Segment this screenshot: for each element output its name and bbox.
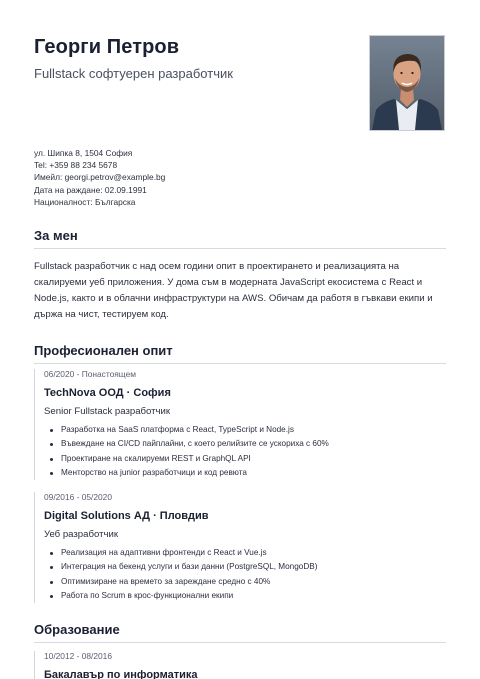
contact-address: ул. Шипка 8, 1504 София bbox=[34, 148, 133, 158]
job-task-text: Разработка на SaaS платформа с React, TypeScript и Node.js bbox=[61, 425, 294, 434]
profile-photo bbox=[369, 35, 445, 131]
contact-nationality: Националност: Българска bbox=[34, 196, 136, 207]
bullet-icon bbox=[50, 443, 53, 446]
education-dates: 10/2012 - 08/2016 bbox=[44, 651, 112, 661]
job-company: Digital Solutions АД · Пловдив bbox=[44, 510, 209, 522]
education-heading: Образование bbox=[34, 622, 120, 637]
job-tasks bbox=[44, 423, 454, 480]
job-dates: 06/2020 - Понастоящем bbox=[44, 369, 137, 379]
job-task bbox=[44, 560, 454, 574]
job-task bbox=[44, 437, 454, 451]
job-task bbox=[44, 575, 454, 589]
job-company: TechNova ООД · София bbox=[44, 387, 171, 399]
about-text: Fullstack разработчик с над осем години опит в проектирането и реализацията на скалируеми уеб приложения. У дома съм в модерната JavaScript екосистема с React и Node.js, както и в облачни инфраструктури на AWS. Обичам да работя в гъвкави екипи и държа на чист, тестируем код. bbox=[34, 261, 433, 320]
job-task-text: Реализация на адаптивни фронтенди с React и Vue.js bbox=[61, 548, 267, 557]
about-heading: За мен bbox=[34, 228, 78, 243]
person-name: Георги Петров bbox=[34, 36, 180, 58]
job-task bbox=[44, 452, 454, 466]
job-title: Fullstack софтуерен разработчик bbox=[34, 66, 233, 81]
bullet-icon bbox=[50, 429, 53, 432]
bullet-icon bbox=[50, 472, 53, 475]
about-divider bbox=[34, 248, 446, 249]
contact-phone: Tel: +359 88 234 5678 bbox=[34, 160, 118, 171]
bullet-icon bbox=[50, 458, 53, 461]
contact-email: Имейл: georgi.petrov@example.bg bbox=[34, 172, 166, 183]
bullet-icon bbox=[50, 595, 53, 598]
job-entry bbox=[34, 369, 454, 480]
bullet-icon bbox=[50, 552, 53, 555]
job-tasks bbox=[44, 546, 454, 603]
job-task bbox=[44, 589, 454, 603]
education-entry bbox=[34, 651, 454, 679]
job-task-text: Интеграция на бекенд услуги и бази данни (PostgreSQL, MongoDB) bbox=[61, 562, 318, 572]
bullet-icon bbox=[50, 566, 53, 569]
job-task-text: Въвеждане на CI/CD пайплайни, с което релийзите се ускориха с 60% bbox=[61, 439, 329, 449]
contact-details bbox=[34, 147, 165, 208]
experience-heading: Професионален опит bbox=[34, 343, 173, 358]
education-degree: Бакалавър по информатика bbox=[44, 669, 198, 679]
job-dates: 09/2016 - 05/2020 bbox=[44, 492, 112, 502]
job-task bbox=[44, 466, 454, 480]
job-task-text: Оптимизиране на времето за зареждане средно с 40% bbox=[61, 576, 271, 586]
job-task-text: Менторство на junior разработчици и код ревюта bbox=[61, 467, 247, 477]
job-role: Уеб разработчик bbox=[44, 529, 119, 540]
bullet-icon bbox=[50, 581, 53, 584]
cv-header bbox=[34, 34, 334, 82]
person-photo-icon bbox=[370, 36, 444, 130]
job-role: Senior Fullstack разработчик bbox=[44, 406, 171, 417]
job-entry bbox=[34, 492, 454, 603]
education-divider bbox=[34, 642, 446, 643]
job-task-text: Работа по Scrum в крос-функционални екипи bbox=[61, 590, 234, 600]
contact-birthdate: Дата на раждане: 02.09.1991 bbox=[34, 184, 147, 195]
experience-divider bbox=[34, 363, 446, 364]
job-task bbox=[44, 546, 454, 560]
job-task-text: Проектиране на скалируеми REST и GraphQL API bbox=[61, 453, 251, 463]
job-task bbox=[44, 423, 454, 437]
